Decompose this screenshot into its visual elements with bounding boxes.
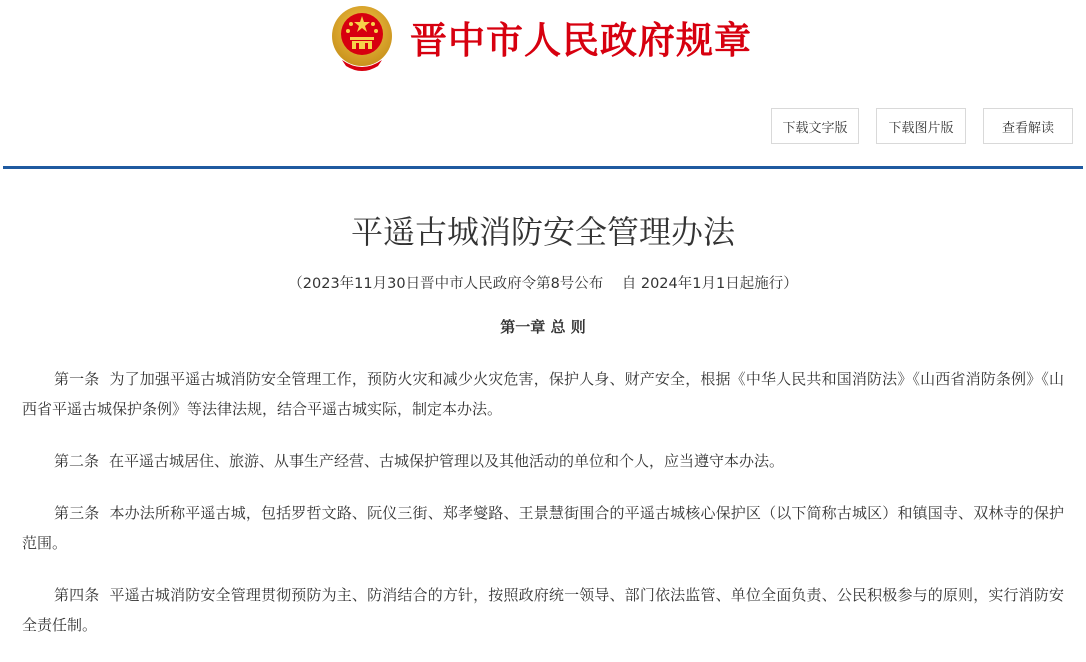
article-number: 第一条 xyxy=(54,370,100,388)
document-title: 平遥古城消防安全管理办法 xyxy=(350,213,735,251)
article-text: 平遥古城消防安全管理贯彻预防为主、防消结合的方针，按照政府统一领导、部门依法监管、单位全面负责、公民积极参与的原则，实行消防安全责任制。 xyxy=(22,586,1064,634)
article-number: 第四条 xyxy=(54,586,100,604)
site-header xyxy=(0,0,1086,110)
document-body xyxy=(22,364,1064,662)
article-number: 第三条 xyxy=(54,504,100,522)
site-title: 晋中市人民政府规章 xyxy=(410,18,752,62)
article-4 xyxy=(22,580,1064,640)
article-number: 第二条 xyxy=(54,452,100,470)
chapter-heading: 第一章 总 则 xyxy=(500,318,586,336)
article-text: 在平遥古城居住、旅游、从事生产经营、古城保护管理以及其他活动的单位和个人，应当遵守本办法。 xyxy=(109,452,785,470)
article-1 xyxy=(22,364,1064,424)
download-text-button[interactable]: 下载文字版 xyxy=(771,108,859,144)
article-text: 本办法所称平遥古城，包括罗哲文路、阮仪三街、郑孝燮路、王景慧街围合的平遥古城核心保护区（以下简称古城区）和镇国寺、双林寺的保护范围。 xyxy=(22,504,1064,552)
article-2 xyxy=(22,446,1064,476)
download-image-button[interactable]: 下载图片版 xyxy=(876,108,966,144)
national-emblem-icon xyxy=(330,4,394,72)
article-3 xyxy=(22,498,1064,558)
article-text: 为了加强平遥古城消防安全管理工作，预防火灾和减少火灾危害，保护人身、财产安全，根据《中华人民共和国消防法》《山西省消防条例》《山西省平遥古城保护条例》等法律法规，结合平遥古城实际，制定本办法。 xyxy=(22,370,1064,418)
toolbar xyxy=(771,108,1073,144)
view-interpretation-button[interactable]: 查看解读 xyxy=(983,108,1073,144)
document-subtitle: （2023年11月30日晋中市人民政府令第8号公布 自 2024年1月1日起施行） xyxy=(288,276,798,292)
header-divider xyxy=(3,166,1083,169)
